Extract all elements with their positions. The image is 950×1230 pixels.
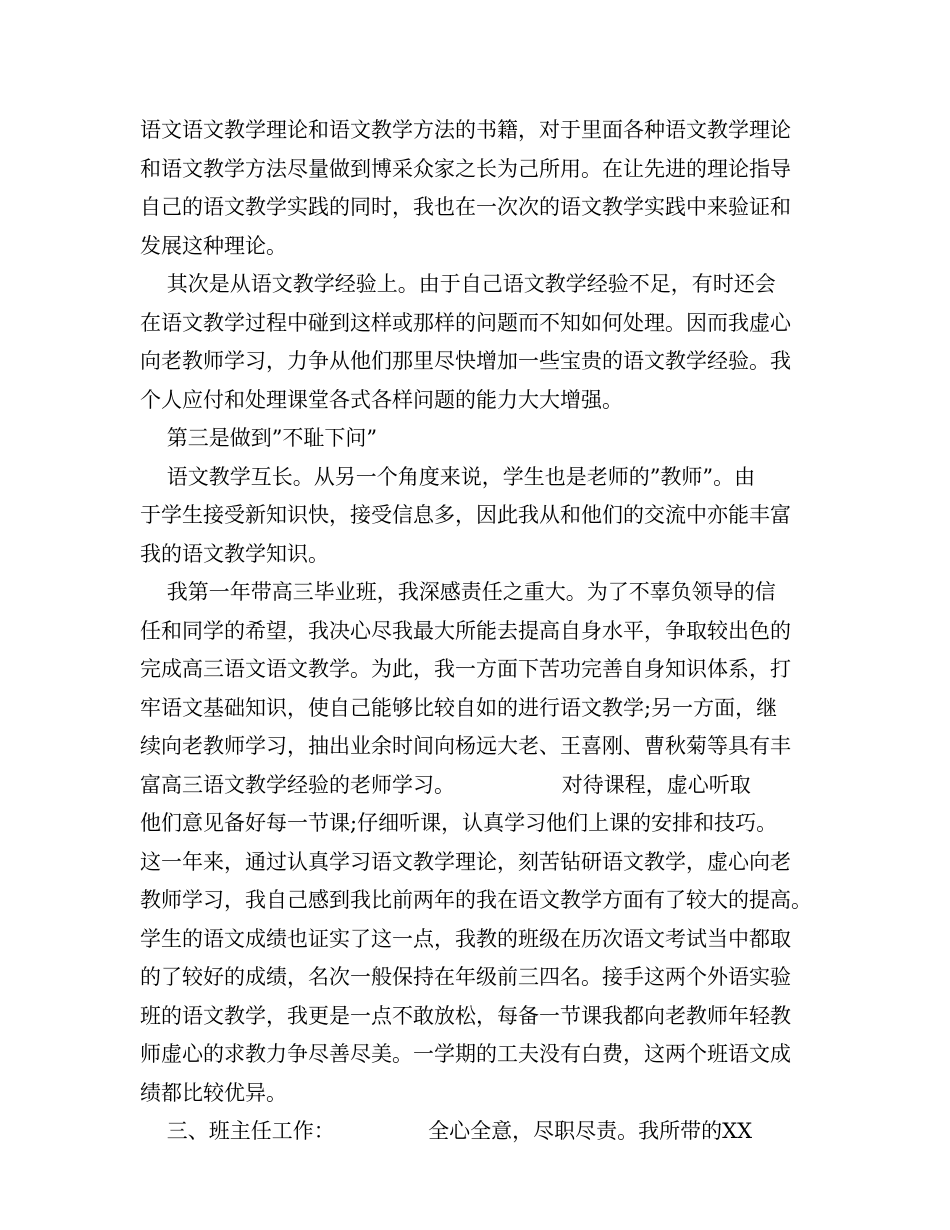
text-line: 我的语文教学知识。 xyxy=(140,541,329,566)
text-line: 这一年来，通过认真学习语文教学理论，刻苦钻研语文教学，虚心向老 xyxy=(140,849,791,874)
text-line: 在语文教学过程中碰到这样或那样的问题而不知如何处理。因而我虚心 xyxy=(140,310,791,335)
text-line: 他们意见备好每一节课;仔细听课，认真学习他们上课的安排和技巧。 xyxy=(140,811,778,835)
text-line: 自己的语文教学实践的同时，我也在一次次的语文教学实践中来验证和 xyxy=(140,195,791,219)
text-line: 和语文教学方法尽量做到博采众家之长为己所用。在让先进的理论指导 xyxy=(140,156,791,181)
text-line: 绩都比较优异。 xyxy=(140,1080,287,1105)
text-line: 学生的语文成绩也证实了这一点，我教的班级在历次语文考试当中都取 xyxy=(140,926,791,951)
text-line: 续向老教师学习，抽出业余时间向杨远大老、王喜刚、曹秋菊等具有丰 xyxy=(140,734,791,758)
text-line: 于学生接受新知识快，接受信息多，因此我从和他们的交流中亦能丰富 xyxy=(140,503,791,527)
text-line: 富高三语文教学经验的老师学习。 对待课程，虚心听取 xyxy=(140,772,751,797)
body-text xyxy=(140,111,830,1151)
text-line: 完成高三语文语文教学。为此，我一方面下苦功完善自身知识体系，打 xyxy=(140,657,791,681)
text-line: 语文教学互长。从另一个角度来说，学生也是老师的”教师”。由 xyxy=(140,464,756,489)
text-line: 教师学习，我自己感到我比前两年的我在语文教学方面有了较大的提高。 xyxy=(140,888,812,912)
text-line: 其次是从语文教学经验上。由于自己语文教学经验不足，有时还会 xyxy=(140,272,776,296)
text-line: 语文语文教学理论和语文教学方法的书籍，对于里面各种语文教学理论 xyxy=(140,118,791,142)
text-line: 牢语文基础知识，使自己能够比较自如的进行语文教学;另一方面，继 xyxy=(140,695,778,720)
text-line: 个人应付和处理课堂各式各样问题的能力大大增强。 xyxy=(140,387,623,412)
text-line: 发展这种理论。 xyxy=(140,233,287,258)
text-line: 师虚心的求教力争尽善尽美。一学期的工夫没有白费，这两个班语文成 xyxy=(140,1042,791,1066)
text-line: 任和同学的希望，我决心尽我最大所能去提高自身水平，争取较出色的 xyxy=(140,618,791,643)
text-line: 我第一年带高三毕业班，我深感责任之重大。为了不辜负领导的信 xyxy=(140,580,776,604)
text-line: 第三是做到”不耻下问” xyxy=(140,426,378,450)
text-line: 的了较好的成绩，名次一般保持在年级前三四名。接手这两个外语实验 xyxy=(140,965,791,989)
text-line: 三、班主任工作： 全心全意，尽职尽责。我所带的XX xyxy=(140,1119,753,1143)
text-line: 向老教师学习，力争从他们那里尽快增加一些宝贵的语文教学经验。我 xyxy=(140,349,791,373)
text-line: 班的语文教学，我更是一点不敢放松，每备一节课我都向老教师年轻教 xyxy=(140,1003,791,1028)
